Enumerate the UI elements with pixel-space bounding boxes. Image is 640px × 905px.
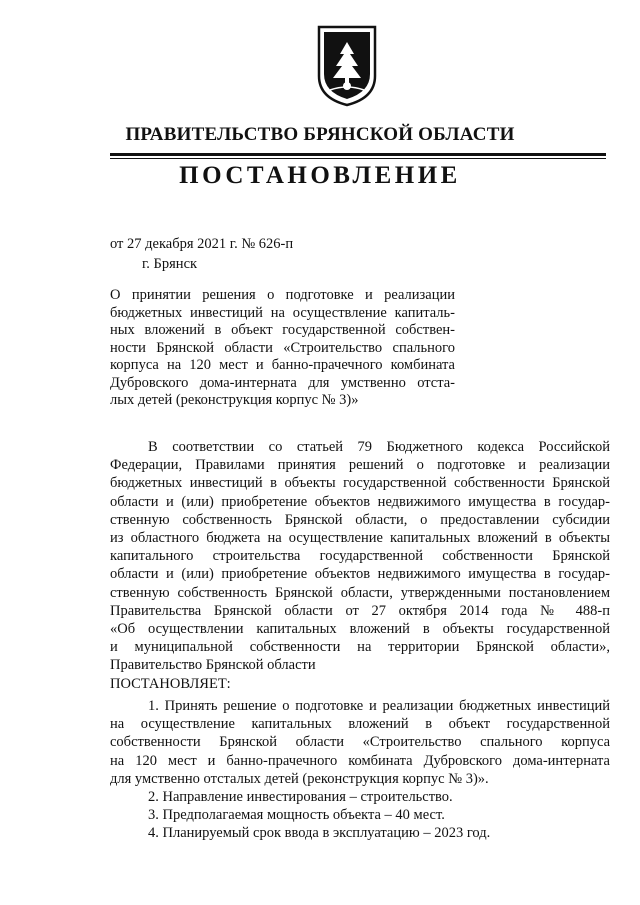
header-rule-thick <box>110 153 606 156</box>
subject-line: лых детей (реконструкция корпус № 3)» <box>110 392 359 408</box>
coat-of-arms-emblem <box>316 24 378 108</box>
decree-subject <box>110 287 455 410</box>
subject-line: бюджетных инвестиций на осуществление капиталь- <box>110 304 455 321</box>
organization-name: ПРАВИТЕЛЬСТВО БРЯНСКОЙ ОБЛАСТИ <box>125 124 515 145</box>
preamble-line: Правительства Брянской области от 27 октября 2014 года № 488-п <box>110 602 610 619</box>
preamble-line: из областного бюджета на осуществление капитальных вложений в объекты <box>110 530 610 547</box>
subject-line: О принятии решения о подготовке и реализации <box>110 287 455 303</box>
subject-line: корпуса на 120 мест и банно-прачечного комбината <box>110 357 455 373</box>
item-line: для умственно отсталых детей (реконструкция корпус № 3)». <box>110 770 489 787</box>
item-line: 2. Направление инвестирования – строительство. <box>148 789 453 806</box>
subject-line: Дубровского дома-интерната для умственно отста- <box>110 374 455 391</box>
subject-line: ных вложений в объект государственной собствен- <box>110 322 455 338</box>
preamble-line: Федерации, Правилами принятия решений о подготовке и реализации <box>110 457 610 474</box>
header-rule-thin <box>110 158 606 159</box>
preamble-line: Правительство Брянской области <box>110 657 316 674</box>
document-type-title: ПОСТАНОВЛЕНИЕ <box>179 162 461 189</box>
preamble-line: ственную собственность Брянской области, о предоставлении субсидии <box>110 511 610 528</box>
preamble-line: ственную собственность Брянской области, утвержденными постановлением <box>110 584 610 601</box>
decree-city: г. Брянск <box>142 256 198 272</box>
preamble-line: области и (или) приобретение объектов недвижимого имущества в государ- <box>110 566 610 583</box>
preamble-line: капитального строительства государственной собственности Брянской <box>110 548 610 565</box>
preamble-line: В соответствии со статьей 79 Бюджетного кодекса Российской <box>148 439 610 455</box>
item-line: на осуществление капитальных вложений в объект государственной <box>110 716 610 733</box>
item-line: 3. Предполагаемая мощность объекта – 40 мест. <box>148 807 445 824</box>
item-line: собственности Брянской области «Строительство спального корпуса <box>110 734 610 751</box>
decree-date-number: от 27 декабря 2021 г. № 626-п <box>110 236 294 252</box>
preamble-line: и муниципальной собственности на территории Брянской области», <box>110 639 610 656</box>
preamble-line: бюджетных инвестиций в объекты государственной собственности Брянской <box>110 475 610 492</box>
item-line: 1. Принять решение о подготовке и реализации бюджетных инвестиций <box>148 698 610 714</box>
item-line: 4. Планируемый срок ввода в эксплуатацию – 2023 год. <box>148 825 491 842</box>
decree-operative-word: ПОСТАНОВЛЯЕТ: <box>110 675 231 692</box>
preamble-line: «Об осуществлении капитальных вложений в объекты государственной <box>110 621 610 638</box>
preamble-line: области и (или) приобретение объектов недвижимого имущества в государ- <box>110 493 610 510</box>
subject-line: ности Брянской области «Строительство спального <box>110 339 455 356</box>
decree-preamble <box>110 438 610 693</box>
decree-items <box>110 697 610 843</box>
item-line: на 120 мест и банно-прачечного комбината Дубровского дома-интерната <box>110 752 610 769</box>
